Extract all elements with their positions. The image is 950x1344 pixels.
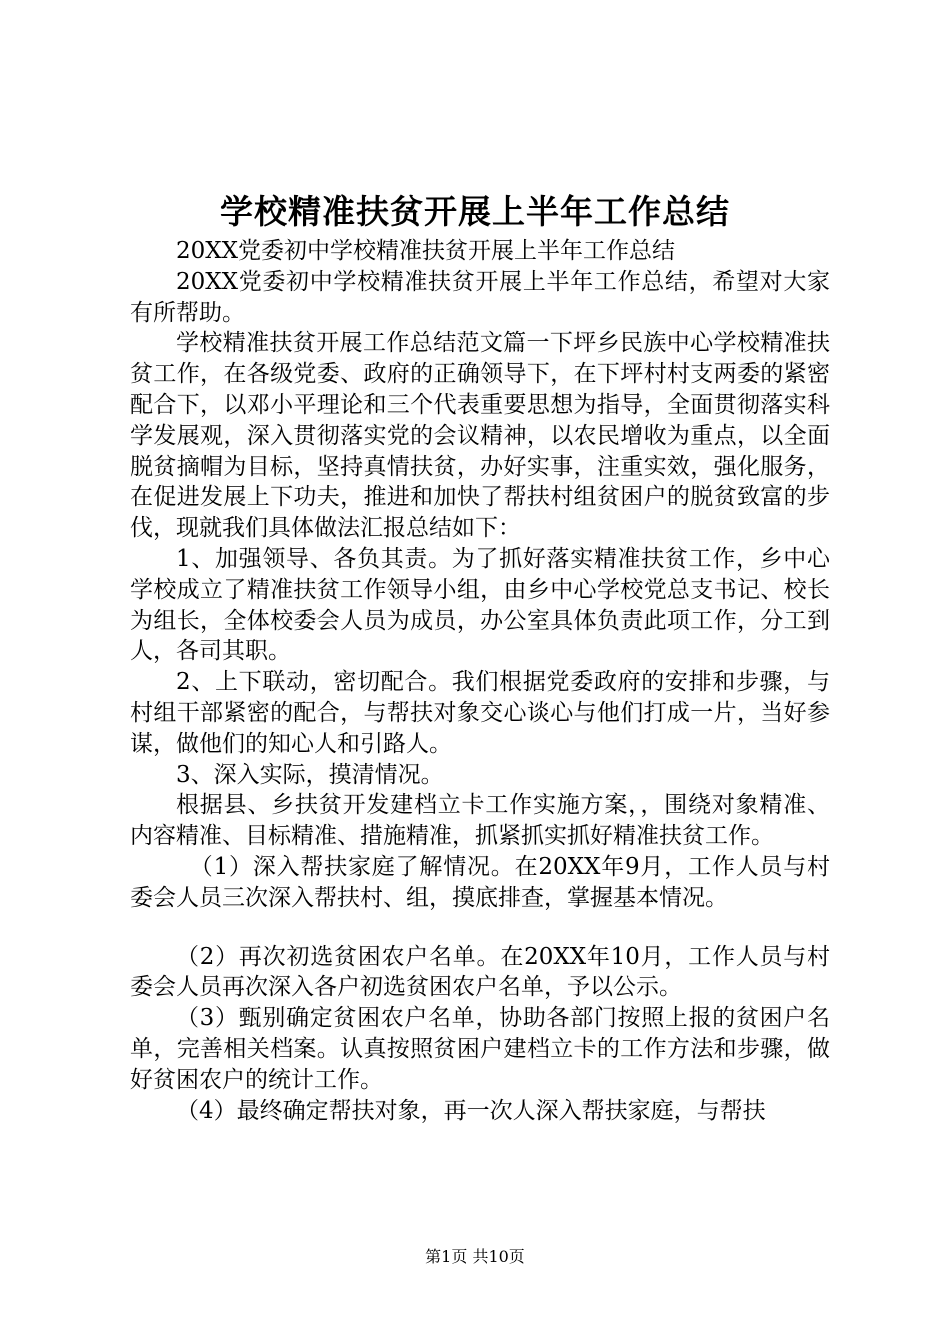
paragraph: （1）深入帮扶家庭了解情况。在20XX年9月，工作人员与村委会人员三次深入帮扶村、组，摸底排查，掌握基本情况。 xyxy=(130,853,830,911)
paragraph: 1、加强领导、各负其责。为了抓好落实精准扶贫工作，乡中心学校成立了精准扶贫工作领导小组，由乡中心学校党总支书记、校长为组长，全体校委会人员为成员，办公室具体负责此项工作，分工到人，各司其职。 xyxy=(130,545,830,665)
paragraph: 20XX党委初中学校精准扶贫开展上半年工作总结 xyxy=(176,238,676,264)
paragraph: 2、上下联动，密切配合。我们根据党委政府的安排和步骤，与村组干部紧密的配合，与帮扶对象交心谈心与他们打成一片，当好参谋，做他们的知心人和引路人。 xyxy=(130,669,830,757)
paragraph: （2）再次初选贫困农户名单。在20XX年10月，工作人员与村委会人员再次深入各户初选贫困农户名单，予以公示。 xyxy=(130,943,830,1001)
paragraph: （4）最终确定帮扶对象，再一次人深入帮扶家庭，与帮扶 xyxy=(176,1097,766,1124)
paragraph: 20XX党委初中学校精准扶贫开展上半年工作总结，希望对大家有所帮助。 xyxy=(130,268,830,326)
document-body xyxy=(130,236,830,1126)
paragraph: 根据县、乡扶贫开发建档立卡工作实施方案，，围绕对象精准、内容精准、目标精准、措施精准，抓紧抓实抓好精准扶贫工作。 xyxy=(130,792,830,850)
paragraph: 学校精准扶贫开展工作总结范文篇一下坪乡民族中心学校精准扶贫工作，在各级党委、政府的正确领导下，在下坪村村支两委的紧密配合下，以邓小平理论和三个代表重要思想为指导，全面贯彻落实科学发展观，深入贯彻落实党的会议精神，以农民增收为重点，以全面脱贫摘帽为目标，坚持真情扶贫，办好实事，注重实效，强化服务，在促进发展上下功夫，推进和加快了帮扶村组贫困户的脱贫致富的步伐，现就我们具体做法汇报总结如下： xyxy=(130,330,830,542)
page-number-footer: 第1页 共10页 xyxy=(425,1247,525,1266)
paragraph: （3）甄别确定贫困农户名单，协助各部门按照上报的贫困户名单，完善相关档案。认真按照贫困户建档立卡的工作方法和步骤，做好贫困农户的统计工作。 xyxy=(130,1005,830,1093)
paragraph: 3、深入实际，摸清情况。 xyxy=(176,761,444,788)
document-title: 学校精准扶贫开展上半年工作总结 xyxy=(220,192,730,231)
